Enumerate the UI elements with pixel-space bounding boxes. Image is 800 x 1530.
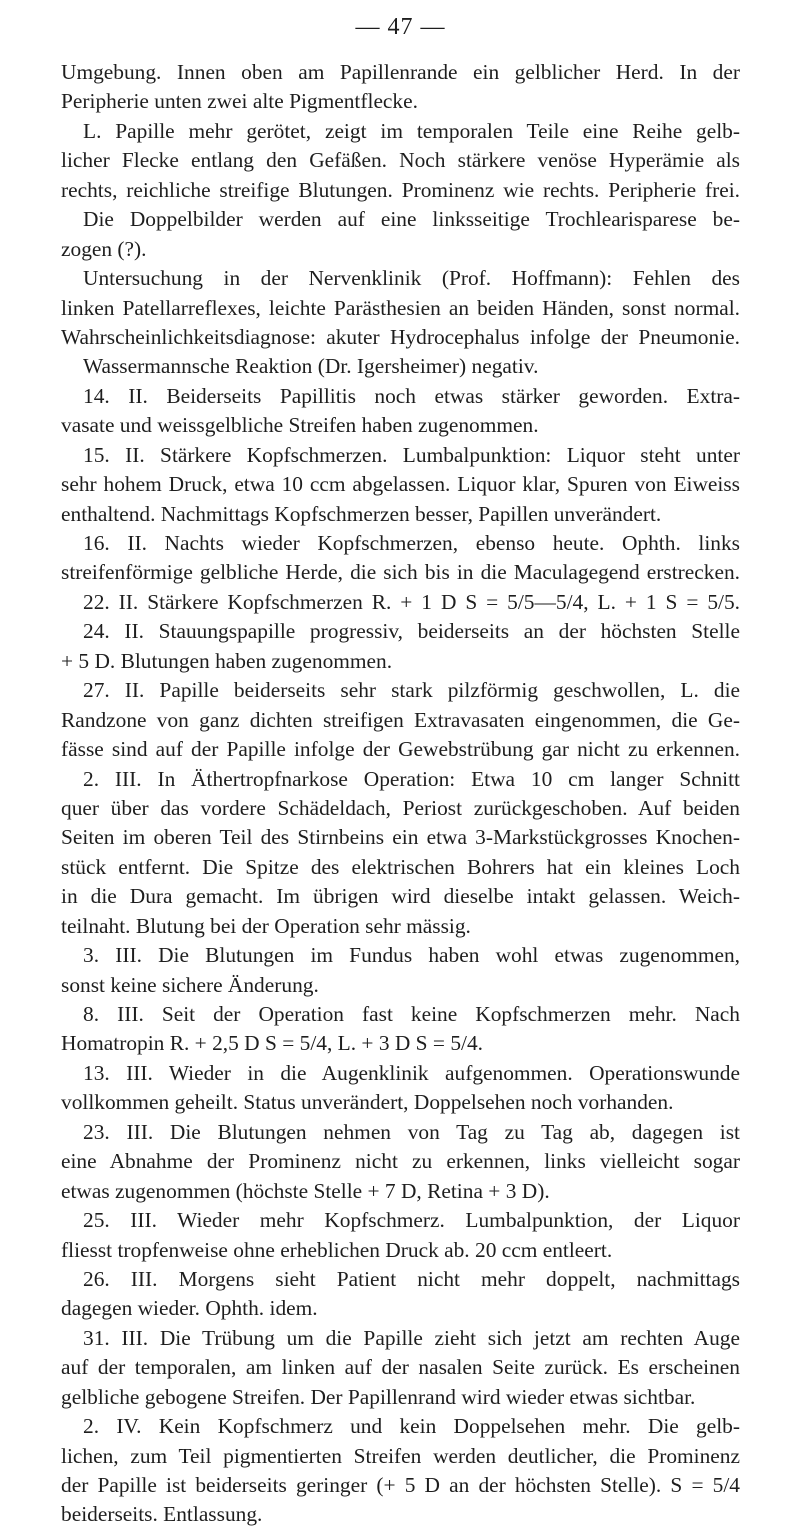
text-line: fässe sind auf der Papille infolge der Gewebstrübung gar nicht zu erkennen. [61,737,740,762]
text-line: 8. III. Seit der Operation fast keine Kopfschmerzen mehr. Nach [83,1002,740,1026]
text-line: L. Papille mehr gerötet, zeigt im temporalen Teile eine Reihe gelb- [83,118,740,143]
text-line: vollkommen geheilt. Status unverändert, Doppelsehen noch vorhanden. [61,1090,674,1115]
text-line: licher Flecke entlang den Gefäßen. Noch stärkere venöse Hyperämie als [61,148,740,173]
text-line: teilnaht. Blutung bei der Operation sehr mässig. [61,913,471,938]
text-line: Homatropin R. + 2,5 D S = 5/4, L. + 3 D S = 5/4. [61,1031,484,1056]
text-line: Die Doppelbilder werden auf eine linksseitige Trochlearisparese be- [83,207,740,232]
text-line: der Papille ist beiderseits geringer (+ 5 D an der höchsten Stelle). S = 5/4 [61,1473,740,1497]
text-line: auf der temporalen, am linken auf der nasalen Seite zurück. Es erscheinen [61,1355,740,1380]
body-text [61,58,740,1530]
text-line: Randzone von ganz dichten streifigen Extravasaten eingenommen, die Ge- [61,707,740,732]
text-line: Untersuchung in der Nervenklinik (Prof. Hoffmann): Fehlen des [83,266,740,291]
text-line: linken Patellarreflexes, leichte Parästhesien an beiden Händen, sonst normal. [61,295,740,320]
text-line: rechts, reichliche streifige Blutungen. Prominenz wie rechts. Peripherie frei. [61,177,740,202]
text-line: 22. II. Stärkere Kopfschmerzen R. + 1 D S = 5/5—5/4, L. + 1 S = 5/5. [83,589,740,614]
text-line: Umgebung. Innen oben am Papillenrande ein gelblicher Herd. In der [61,60,740,84]
text-line: sehr hohem Druck, etwa 10 ccm abgelassen. Liquor klar, Spuren von Eiweiss [61,472,740,497]
text-line: stück entfernt. Die Spitze des elektrischen Bohrers hat ein kleines Loch [61,854,740,879]
text-line: sonst keine sichere Änderung. [61,972,319,997]
text-line: etwas zugenommen (höchste Stelle + 7 D, Retina + 3 D). [61,1178,550,1203]
text-line: Wahrscheinlichkeitsdiagnose: akuter Hydrocephalus infolge der Pneumonie. [61,324,740,349]
text-line: 3. III. Die Blutungen im Fundus haben wohl etwas zugenommen, [83,943,740,968]
text-line: Wassermannsche Reaktion (Dr. Igersheimer) negativ. [83,354,539,379]
text-line: beiderseits. Entlassung. [61,1502,263,1527]
text-line: enthaltend. Nachmittags Kopfschmerzen besser, Papillen unverändert. [61,501,662,526]
text-line: in die Dura gemacht. Im übrigen wird dieselbe intakt gelassen. Weich- [61,884,740,909]
text-line: 14. II. Beiderseits Papillitis noch etwas stärker geworden. Extra- [83,383,740,408]
page-number: — 47 — [355,14,446,40]
text-line: fliesst tropfenweise ohne erheblichen Druck ab. 20 ccm entleert. [61,1237,613,1262]
text-line: 16. II. Nachts wieder Kopfschmerzen, ebenso heute. Ophth. links [83,531,740,555]
text-line: Peripherie unten zwei alte Pigmentflecke. [61,89,418,114]
text-line: vasate und weissgelbliche Streifen haben zugenommen. [61,413,539,438]
text-line: 25. III. Wieder mehr Kopfschmerz. Lumbalpunktion, der Liquor [83,1208,740,1233]
text-line: 13. III. Wieder in die Augenklinik aufgenommen. Operationswunde [83,1060,740,1085]
text-line: 31. III. Die Trübung um die Papille zieht sich jetzt am rechten Auge [83,1325,740,1350]
text-line: gelbliche gebogene Streifen. Der Papillenrand wird wieder etwas sichtbar. [61,1384,696,1409]
text-line: zogen (?). [61,236,147,261]
text-line: 15. II. Stärkere Kopfschmerzen. Lumbalpunktion: Liquor steht unter [83,442,740,467]
text-line: 27. II. Papille beiderseits sehr stark pilzförmig geschwollen, L. die [83,678,740,703]
text-line: quer über das vordere Schädeldach, Periost zurückgeschoben. Auf beiden [61,795,740,820]
text-line: Seiten im oberen Teil des Stirnbeins ein etwa 3-Markstückgrosses Knochen- [61,825,740,850]
text-line: 2. IV. Kein Kopfschmerz und kein Doppelsehen mehr. Die gelb- [83,1414,740,1439]
text-line: lichen, zum Teil pigmentierten Streifen werden deutlicher, die Prominenz [61,1443,740,1468]
text-line: + 5 D. Blutungen haben zugenommen. [61,648,393,673]
text-line: 2. III. In Äthertropfnarkose Operation: Etwa 10 cm langer Schnitt [83,766,740,791]
text-line: streifenförmige gelbliche Herde, die sich bis in die Maculagegend erstrecken. [61,560,740,585]
text-line: 26. III. Morgens sieht Patient nicht mehr doppelt, nachmittags [83,1266,740,1291]
text-line: 24. II. Stauungspapille progressiv, beiderseits an der höchsten Stelle [83,619,740,644]
text-line: dagegen wieder. Ophth. idem. [61,1296,318,1321]
text-line: eine Abnahme der Prominenz nicht zu erkennen, links vielleicht sogar [61,1149,740,1174]
text-line: 23. III. Die Blutungen nehmen von Tag zu Tag ab, dagegen ist [83,1119,740,1144]
